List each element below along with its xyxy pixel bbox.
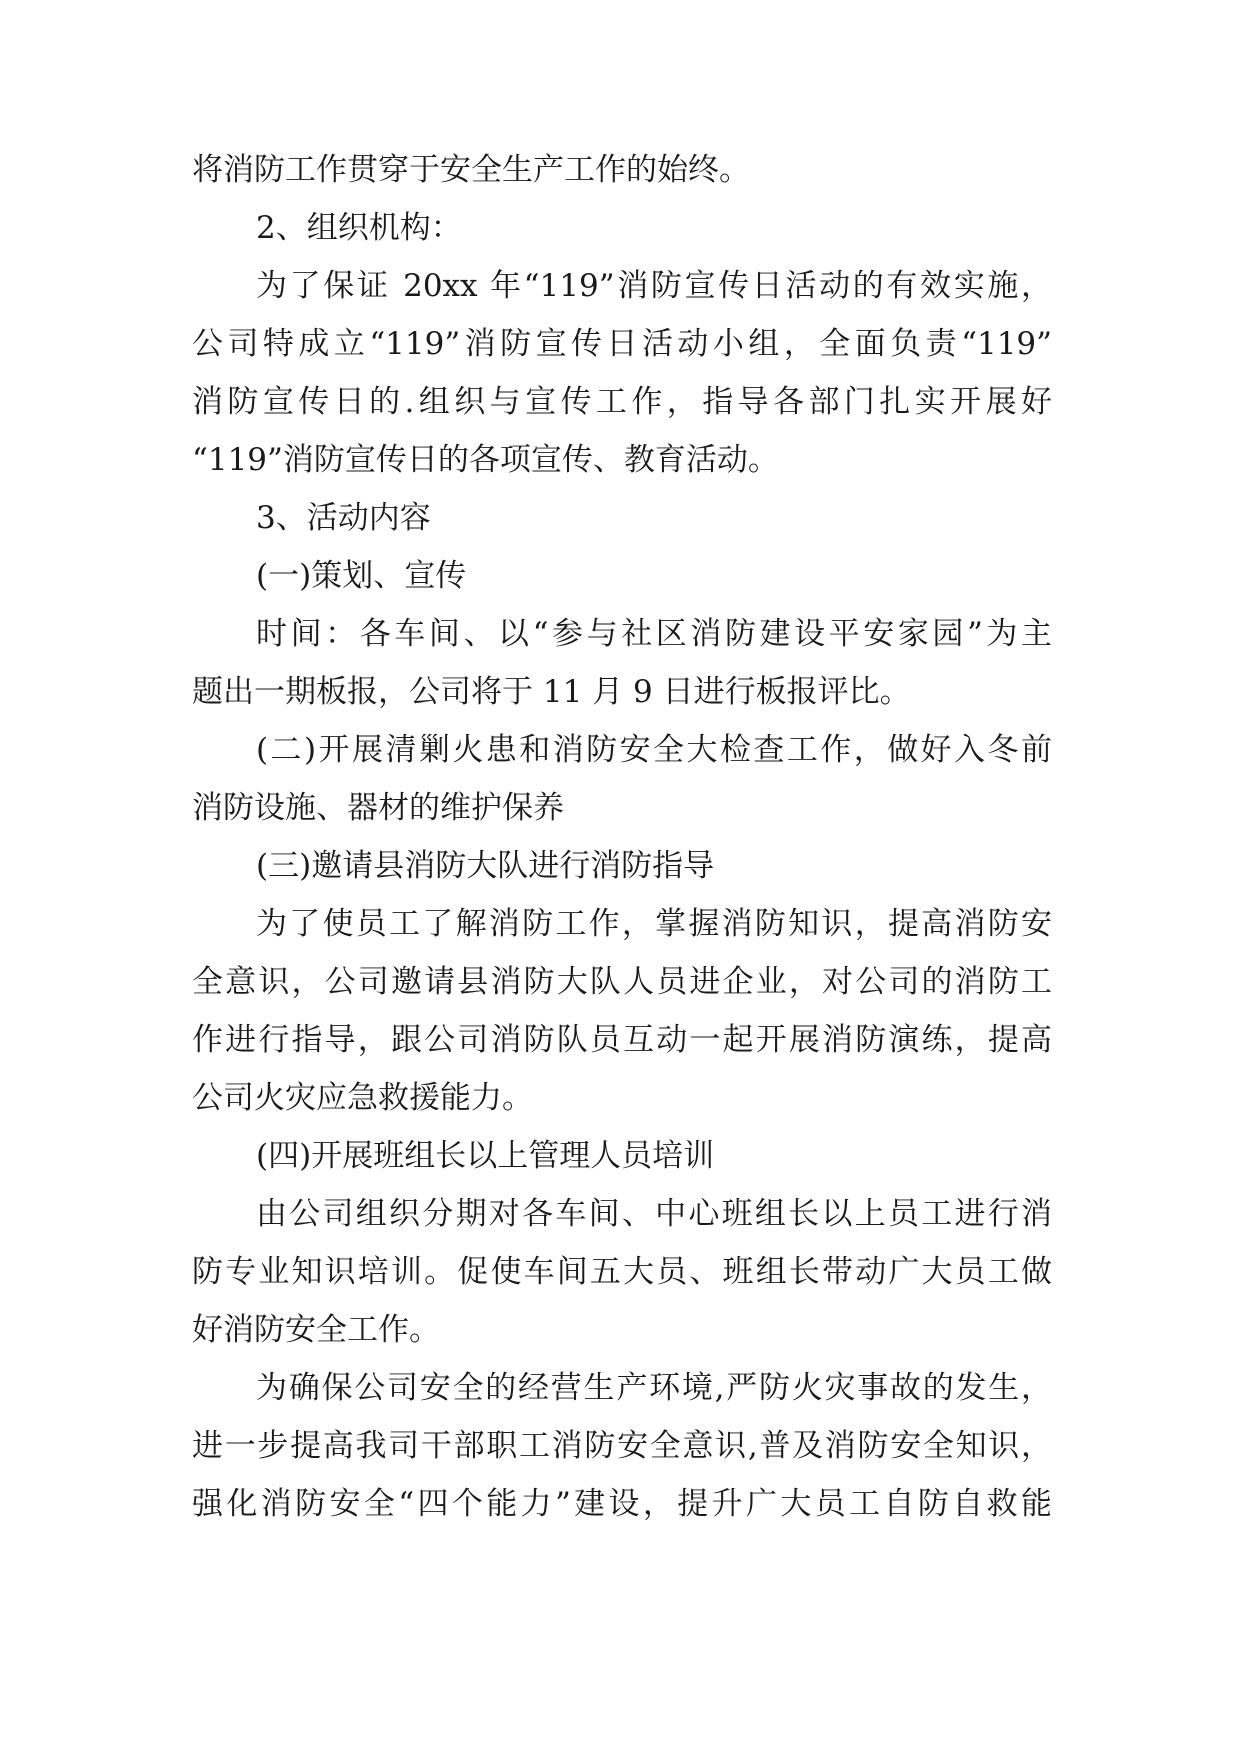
body-text-line: 作进行指导，跟公司消防队员互动一起开展消防演练，提高 xyxy=(192,1022,1052,1058)
subsection-heading: (一)策划、宣传 xyxy=(256,558,467,594)
body-text-line: “119”消防宣传日的各项宣传、教育活动。 xyxy=(192,442,779,478)
body-text-line: 防专业知识培训。促使车间五大员、班组长带动广大员工做 xyxy=(192,1254,1052,1290)
body-text-line: 题出一期板报，公司将于 11 月 9 日进行板报评比。 xyxy=(192,674,911,710)
body-text-line: 全意识，公司邀请县消防大队人员进企业，对公司的消防工 xyxy=(192,964,1052,1000)
section-heading: 3、活动内容 xyxy=(256,500,431,536)
body-text-line: 强化消防安全“四个能力”建设，提升广大员工自防自救能 xyxy=(192,1486,1052,1522)
body-text-line: 将消防工作贯穿于安全生产工作的始终。 xyxy=(192,152,750,188)
body-text-line: 由公司组织分期对各车间、中心班组长以上员工进行消 xyxy=(256,1196,1052,1232)
body-text-line: 为了使员工了解消防工作，掌握消防知识，提高消防安 xyxy=(256,906,1052,942)
subsection-heading: 消防设施、器材的维护保养 xyxy=(192,790,564,826)
subsection-heading: (二)开展清剿火患和消防安全大检查工作，做好入冬前 xyxy=(256,732,1052,768)
subsection-heading: (四)开展班组长以上管理人员培训 xyxy=(256,1138,715,1174)
body-text-line: 进一步提高我司干部职工消防安全意识,普及消防安全知识， xyxy=(192,1428,1052,1464)
body-text-line: 公司火灾应急救援能力。 xyxy=(192,1080,533,1116)
body-text-line: 公司特成立“119”消防宣传日活动小组，全面负责“119” xyxy=(192,326,1052,362)
body-text-line: 为确保公司安全的经营生产环境,严防火灾事故的发生， xyxy=(256,1370,1052,1406)
body-text-line: 为了保证 20xx 年“119”消防宣传日活动的有效实施， xyxy=(256,268,1052,304)
subsection-heading: (三)邀请县消防大队进行消防指导 xyxy=(256,848,715,884)
body-text-line: 好消防安全工作。 xyxy=(192,1312,440,1348)
body-text-line: 消防宣传日的.组织与宣传工作，指导各部门扎实开展好 xyxy=(192,384,1052,420)
body-text-line: 时间：各车间、以“参与社区消防建设平安家园”为主 xyxy=(256,616,1052,652)
section-heading: 2、组织机构： xyxy=(256,210,462,246)
